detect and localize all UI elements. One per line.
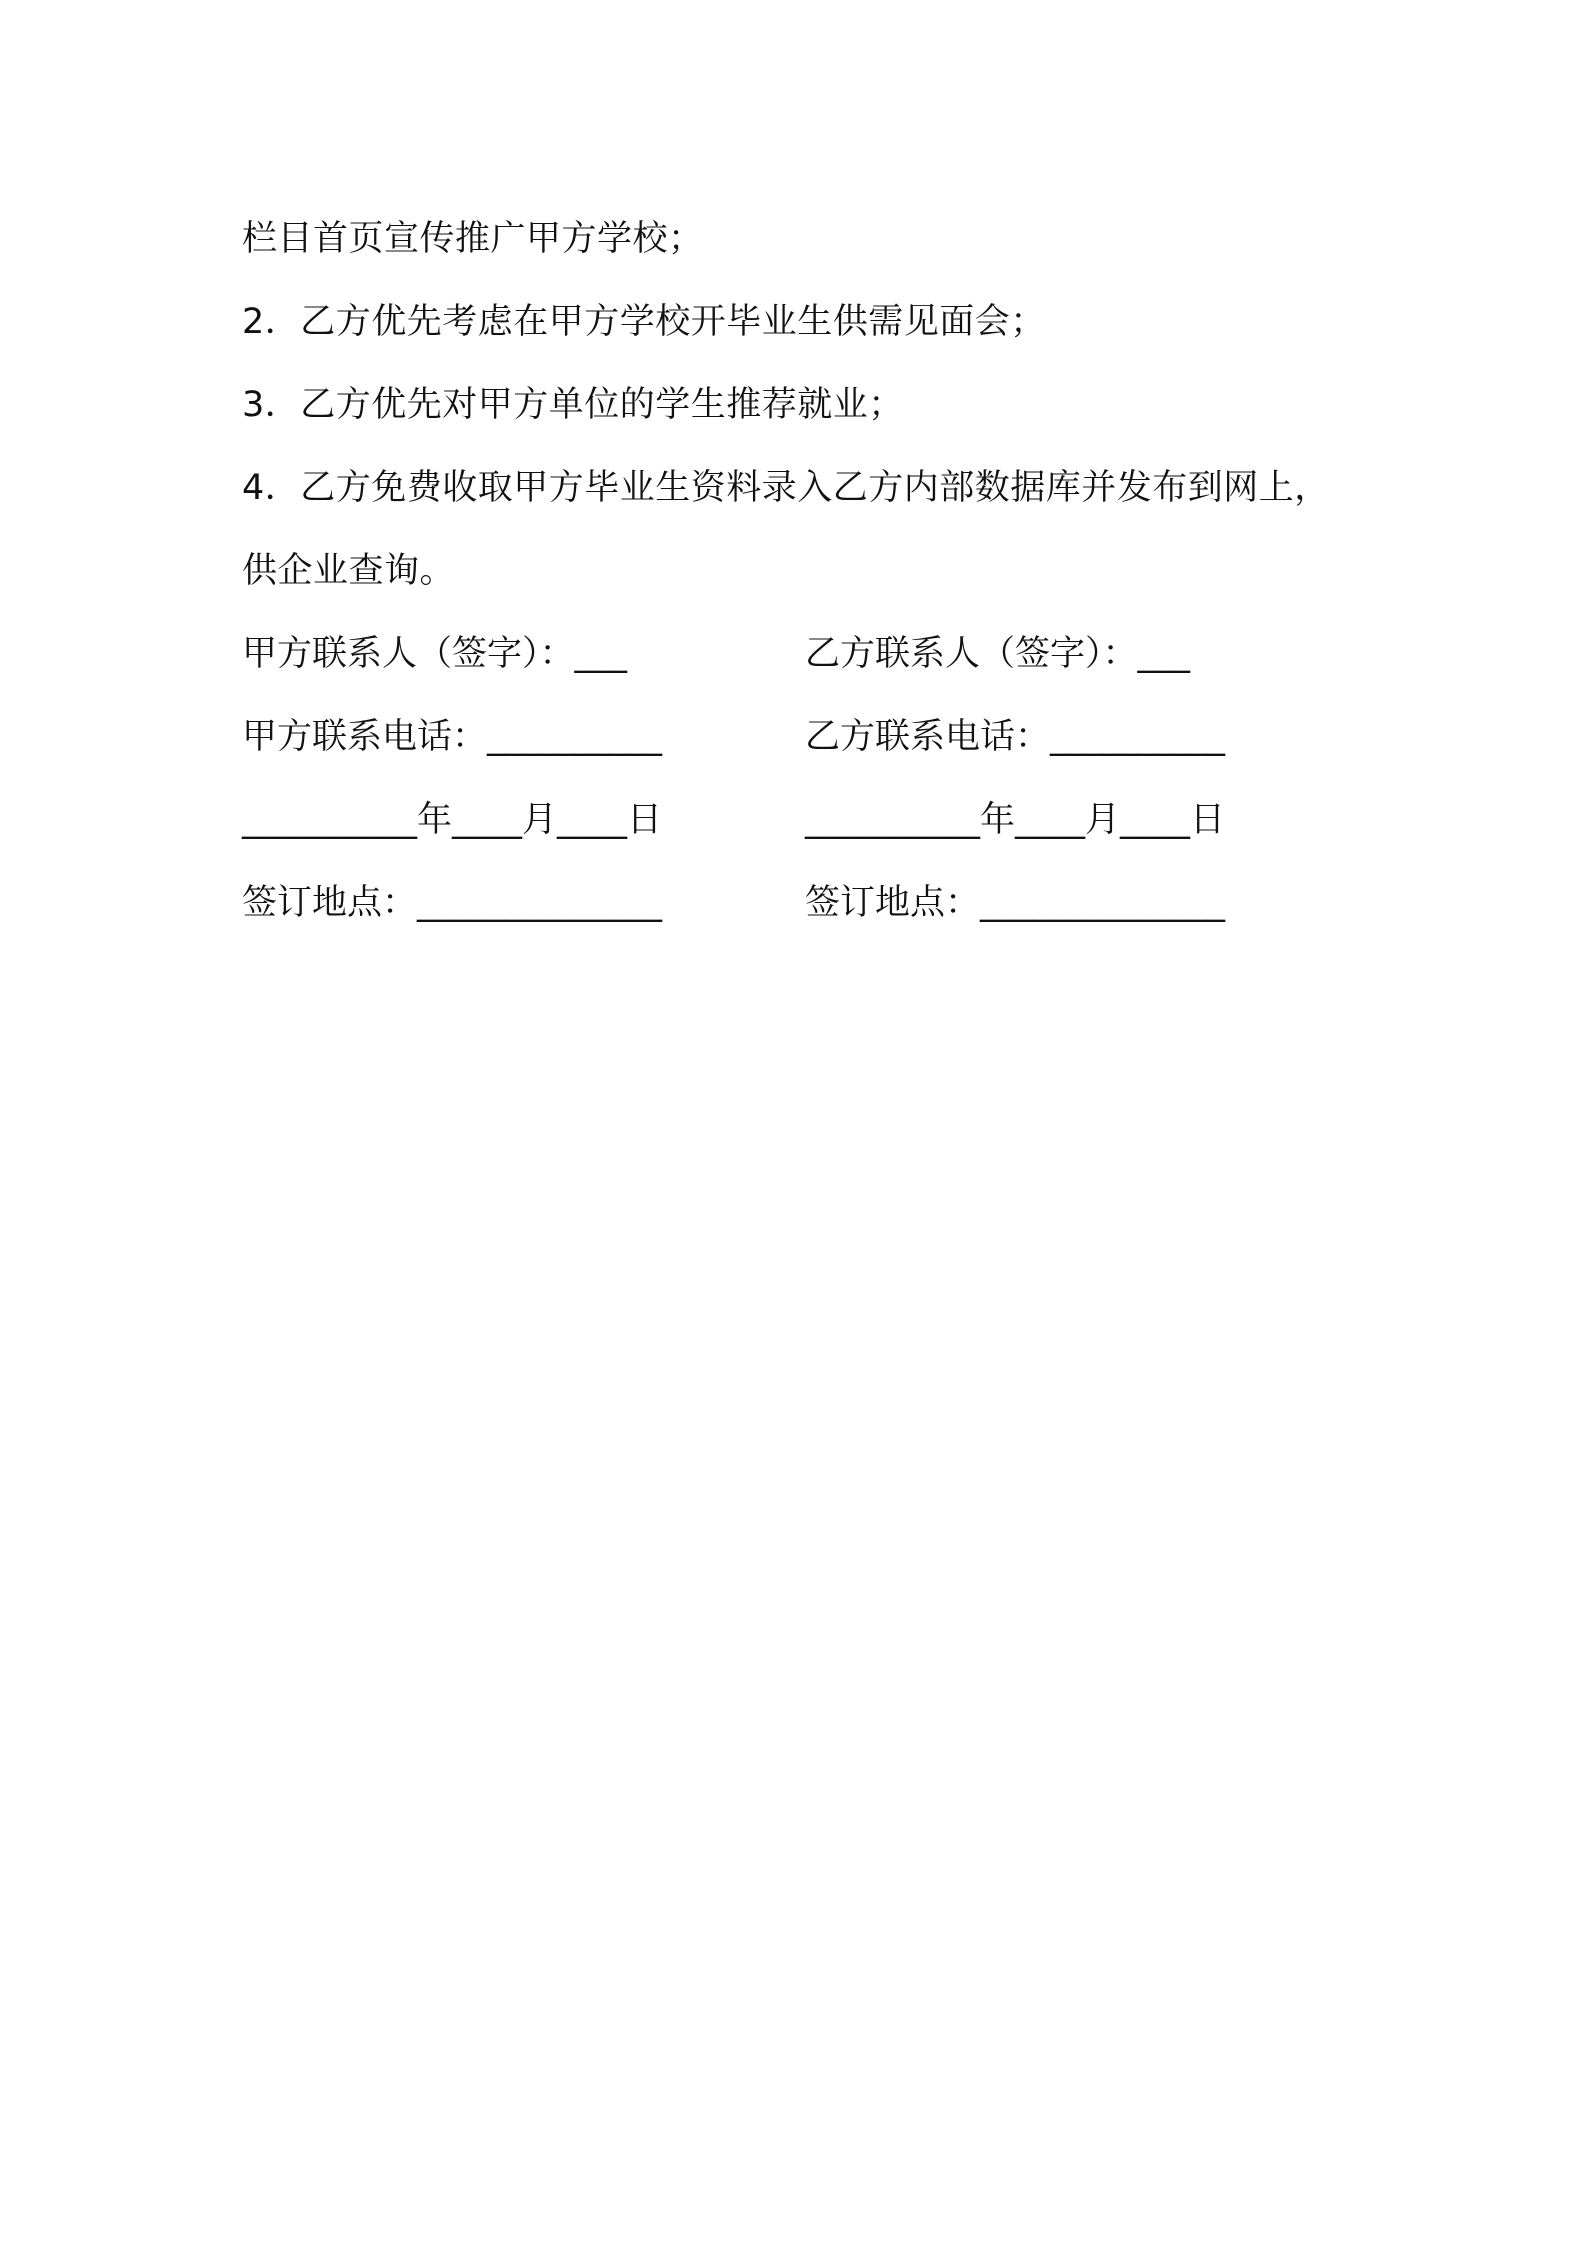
signature-row-contact [242, 613, 1382, 696]
party-a-contact-signature: 甲方联系人（签字）：___ [242, 634, 628, 674]
party-a-location: 签订地点：______________ [242, 883, 663, 923]
signature-row-date [242, 779, 1382, 862]
clause-item-4: 4．乙方免费收取甲方毕业生资料录入乙方内部数据库并发布到网上， [242, 468, 1330, 508]
party-a-phone: 甲方联系电话：__________ [242, 717, 663, 757]
party-a-date: __________年____月____日 [242, 800, 663, 840]
party-b-date: __________年____月____日 [805, 800, 1226, 840]
party-b-location: 签订地点：______________ [805, 883, 1226, 923]
signature-row-phone [242, 696, 1382, 779]
party-b-phone: 乙方联系电话：__________ [805, 717, 1226, 757]
clause-item-3: 3．乙方优先对甲方单位的学生推荐就业； [242, 385, 904, 425]
paragraph-line: 供企业查询。 [242, 551, 456, 591]
clause-item-2: 2．乙方优先考虑在甲方学校开毕业生供需见面会； [242, 302, 1046, 342]
signature-row-location [242, 862, 1382, 945]
paragraph-line: 栏目首页宣传推广甲方学校； [242, 219, 704, 259]
document-body [242, 198, 1382, 945]
party-b-contact-signature: 乙方联系人（签字）：___ [805, 634, 1191, 674]
